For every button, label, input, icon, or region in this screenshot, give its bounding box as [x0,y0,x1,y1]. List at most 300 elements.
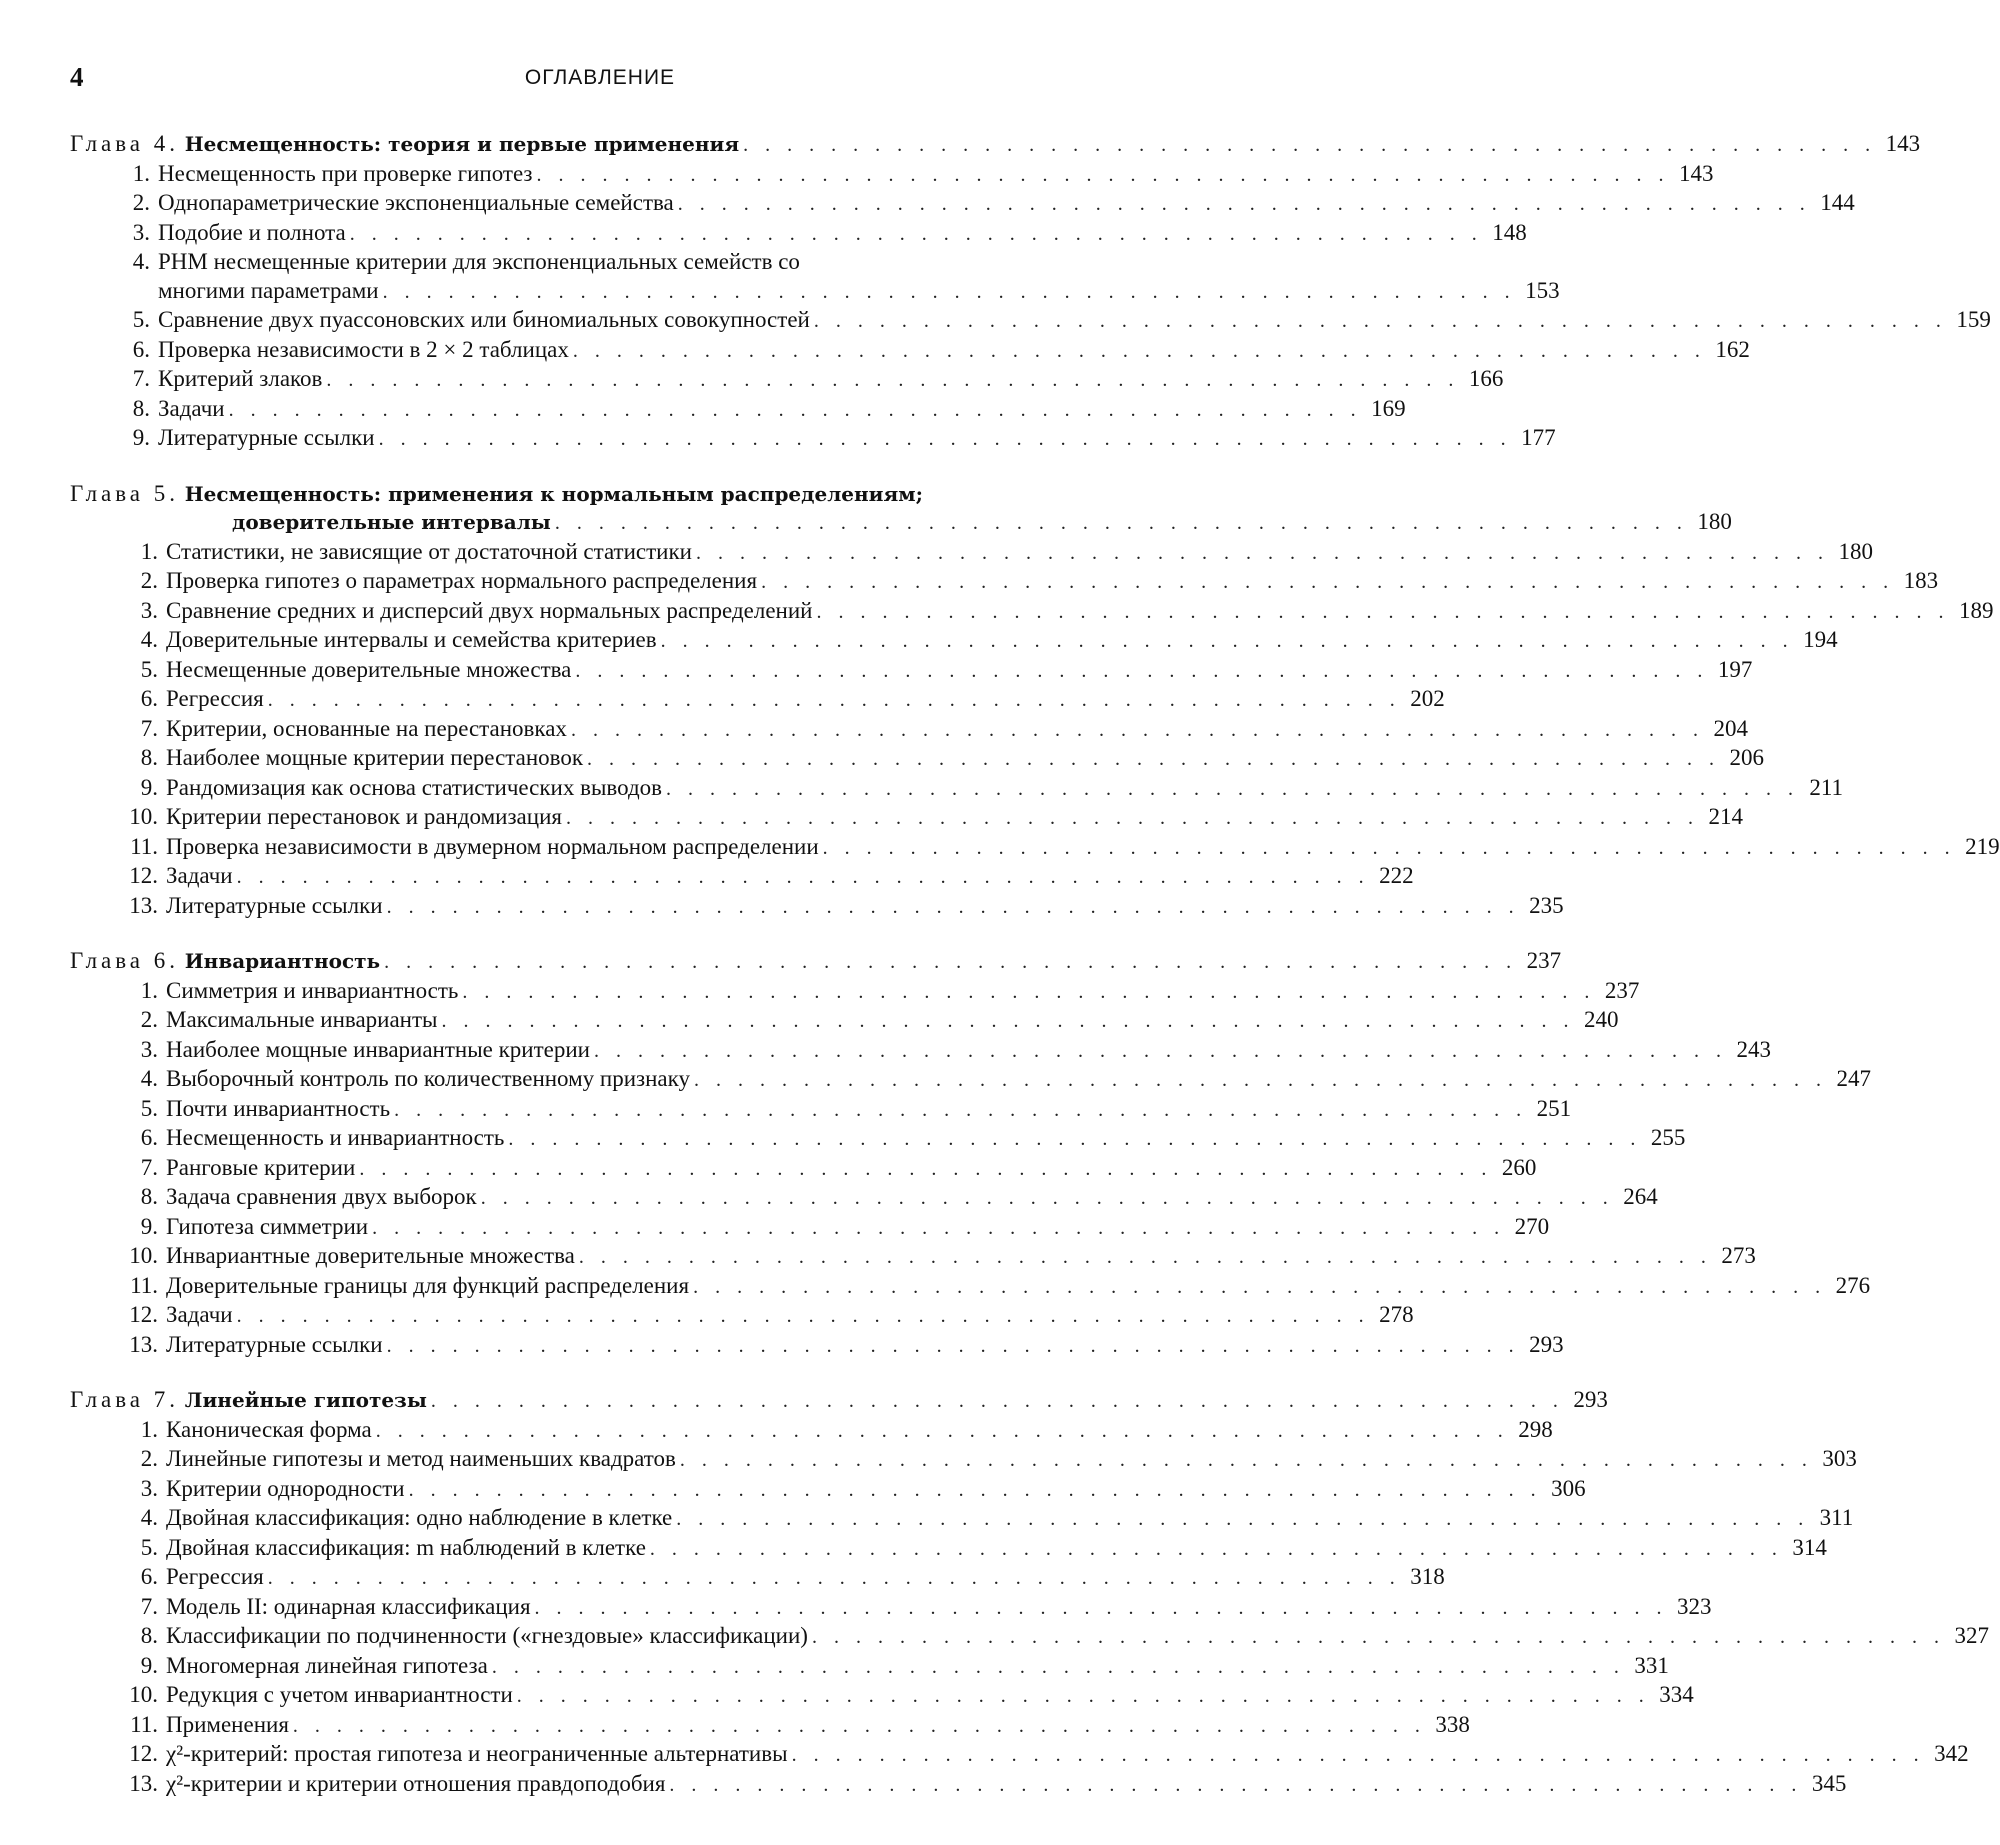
dot-leader: . . . . . . . . . . . . . . . . . . . . . . . . . . . . . . . . . . . . . . . . . . . . . . . . . . . . [441,1010,1575,1032]
chapter-heading-row [70,508,1732,538]
toc-entry-row [124,365,1504,395]
page-number: 4 [70,62,84,92]
section-number: 8. [132,395,150,421]
toc-entry[interactable] [124,1124,1686,1154]
section-title: Несмещенные доверительные множества [166,656,572,682]
section-page-number: 202 [1410,686,1445,711]
toc-entry-row [124,1652,1669,1682]
dot-leader: . . . . . . . . . . . . . . . . . . . . . . . . . . . . . . . . . . . . . . . . . . . . . . . . . . . . [660,630,1794,652]
chapter-heading-row [70,947,1562,977]
toc-entry[interactable] [124,1622,1989,1652]
toc-entry[interactable] [124,219,1527,249]
section-list [70,977,1871,1361]
section-number: 6. [140,686,158,711]
section-number: 1. [140,1416,158,1442]
toc-entry-row [124,862,1414,892]
toc-entry-row [124,1416,1553,1446]
chapter-label: Глава 5. [70,480,180,506]
section-title: Наиболее мощные инвариантные критерии [166,1036,590,1062]
section-page-number: 243 [1736,1036,1771,1062]
dot-leader: . . . . . . . . . . . . . . . . . . . . . . . . . . . . . . . . . . . . . . . . . . . . . . . . . . . . [378,428,1512,450]
section-page-number: 260 [1501,1154,1537,1180]
section-page-number: 314 [1792,1534,1827,1560]
toc-entry-row [124,1740,1969,1770]
toc-entry[interactable] [124,1006,1619,1036]
chapter-title: Инвариантность [184,949,381,973]
section-number: 3. [140,1036,158,1062]
chapter-heading-text [70,130,739,159]
section-page-number: 327 [1954,1623,1989,1648]
section-number: 12. [129,1302,158,1327]
toc-entry[interactable] [124,862,1414,892]
toc-entry-row [124,1301,1414,1331]
dot-leader: . . . . . . . . . . . . . . . . . . . . . . . . . . . . . . . . . . . . . . . . . . . . . . . . . . . . [594,1039,1727,1062]
toc-entry-row [124,1593,1712,1623]
section-title: Однопараметрические экспоненциальные семейства [158,190,674,215]
dot-leader: . . . . . . . . . . . . . . . . . . . . . . . . . . . . . . . . . . . . . . . . . . . . . . . . . . . . [384,951,1518,973]
section-number: 10. [129,804,158,829]
dot-leader: . . . . . . . . . . . . . . . . . . . . . . . . . . . . . . . . . . . . . . . . . . . . . . . . . . . . [386,895,1520,918]
toc-entry-row [124,1711,1470,1741]
section-page-number: 197 [1717,656,1753,682]
section-page-number: 237 [1604,977,1640,1003]
toc-entry-row [124,1622,1989,1652]
chapter-block [70,480,2000,922]
section-title: Литературные ссылки [158,425,375,450]
toc-entry[interactable] [124,567,1939,597]
chapter-title-continuation: доверительные интервалы [232,510,551,534]
chapter-heading[interactable] [70,947,1562,977]
section-page-number: 183 [1903,568,1939,593]
dot-leader: . . . . . . . . . . . . . . . . . . . . . . . . . . . . . . . . . . . . . . . . . . . . . . . . . . . . [408,1478,1542,1501]
chapter-label: Глава 6. [70,948,180,973]
section-title: Несмещенность при проверке гипотез [158,160,533,186]
dot-leader: . . . . . . . . . . . . . . . . . . . . . . . . . . . . . . . . . . . . . . . . . . . . . . . . . . . . [394,1098,1528,1121]
toc-entry[interactable] [124,715,1748,745]
toc-entry-row [124,306,1991,336]
section-number: 11. [130,1272,158,1298]
toc-entry-row [124,892,1564,922]
toc-entry[interactable] [124,1475,1586,1505]
toc-entry-row [124,1036,1771,1066]
section-title: Литературные ссылки [166,892,383,918]
section-number: 1. [140,538,158,564]
toc-entry[interactable] [124,1445,1857,1475]
section-title-continuation: многими параметрами [158,277,379,303]
section-page-number: 177 [1521,425,1556,450]
toc-entry[interactable] [124,1154,1537,1184]
section-title: Рандомизация как основа статистических выводов [166,774,663,800]
section-page-number: 162 [1715,336,1750,362]
section-title: Ранговые критерии [166,1154,356,1180]
table-of-contents-page [70,62,2000,1825]
toc-entry-row [124,277,1560,307]
toc-entry[interactable] [124,892,1564,922]
chapter-heading-row [70,130,1921,160]
toc-entry[interactable] [124,1681,1694,1711]
dot-leader: . . . . . . . . . . . . . . . . . . . . . . . . . . . . . . . . . . . . . . . . . . . . . . . . . . . . [694,1069,1827,1091]
section-title: Регрессия [166,1564,264,1589]
dot-leader: . . . . . . . . . . . . . . . . . . . . . . . . . . . . . . . . . . . . . . . . . . . . . . . . . . . . [236,1305,1370,1327]
section-number: 3. [140,597,158,623]
chapter-title: Несмещенность: теория и первые применения [184,132,740,156]
toc-entry-row [124,1272,1871,1302]
section-page-number: 204 [1713,715,1748,741]
toc-entry[interactable] [124,1301,1414,1331]
section-title: Проверка независимости в 2 × 2 таблицах [158,336,569,362]
chapter-heading-text [70,947,380,976]
dot-leader: . . . . . . . . . . . . . . . . . . . . . . . . . . . . . . . . . . . . . . . . . . . . . . . . . . . . [649,1537,1783,1560]
chapter-block [70,130,1991,454]
dot-leader: . . . . . . . . . . . . . . . . . . . . . . . . . . . . . . . . . . . . . . . . . . . . . . . . . . . . [292,1714,1426,1737]
section-page-number: 222 [1379,863,1414,888]
toc-entry[interactable] [124,1504,1854,1534]
dot-leader: . . . . . . . . . . . . . . . . . . . . . . . . . . . . . . . . . . . . . . . . . . . . . . . . . . . . [349,222,1483,245]
toc-entry-row [124,1183,1658,1213]
dot-leader: . . . . . . . . . . . . . . . . . . . . . . . . . . . . . . . . . . . . . . . . . . . . . . . . . . . . [572,339,1706,362]
section-number: 7. [132,366,150,391]
toc-entry-row [124,1770,1847,1800]
section-title: χ²-критерии и критерии отношения правдоподобия [166,1770,666,1796]
section-page-number: 148 [1492,219,1527,245]
toc-entry[interactable] [124,160,1714,190]
toc-entry-row [124,744,1764,774]
toc-entry[interactable] [124,1740,1969,1770]
toc-entry-row [124,1445,1857,1475]
chapter-block [70,947,1871,1360]
section-page-number: 342 [1934,1741,1969,1766]
toc-entry-row [124,395,1406,425]
dot-leader: . . . . . . . . . . . . . . . . . . . . . . . . . . . . . . . . . . . . . . . . . . . . . . . . . . . . [228,398,1362,421]
section-page-number: 345 [1811,1770,1847,1796]
section-title: Задачи [166,1302,233,1327]
section-title: Доверительные интервалы и семейства критериев [166,627,657,652]
dot-leader: . . . . . . . . . . . . . . . . . . . . . . . . . . . . . . . . . . . . . . . . . . . . . . . . . . . . [359,1157,1493,1180]
toc-entry-row [124,597,1994,627]
section-number: 7. [140,1154,158,1180]
section-number: 10. [129,1682,158,1707]
dot-leader: . . . . . . . . . . . . . . . . . . . . . . . . . . . . . . . . . . . . . . . . . . . . . . . . . . . . [791,1744,1925,1766]
section-title: Линейные гипотезы и метод наименьших квадратов [166,1446,676,1471]
section-number: 5. [140,656,158,682]
toc-entry[interactable] [124,626,1838,656]
section-page-number: 144 [1820,190,1855,215]
section-page-number: 311 [1819,1505,1854,1530]
toc-body [70,130,2000,1799]
toc-entry[interactable] [124,248,1560,306]
section-number: 8. [140,745,158,770]
toc-entry-row [124,685,1445,715]
toc-entry[interactable] [124,1652,1669,1682]
section-title: Критерии, основанные на перестановках [166,715,567,741]
section-title: Проверка гипотез о параметрах нормального распределения [166,568,758,593]
toc-entry-row [124,567,1939,597]
section-page-number: 166 [1468,366,1504,391]
section-page-number: 264 [1623,1184,1658,1209]
toc-entry-row [124,1124,1686,1154]
section-page-number: 211 [1809,774,1844,800]
dot-leader: . . . . . . . . . . . . . . . . . . . . . . . . . . . . . . . . . . . . . . . . . . . . . . . . . . . . [372,1216,1506,1239]
toc-entry[interactable] [124,656,1753,686]
section-number: 6. [140,1564,158,1589]
toc-entry[interactable] [124,1770,1847,1800]
chapter-page-number: 293 [1573,1387,1608,1412]
dot-leader: . . . . . . . . . . . . . . . . . . . . . . . . . . . . . . . . . . . . . . . . . . . . . . . . . . . . [811,1626,1945,1648]
section-number: 5. [140,1534,158,1560]
section-title: Сравнение средних и дисперсий двух нормальных распределений [166,597,813,623]
toc-entry[interactable] [124,774,1844,804]
section-page-number: 306 [1551,1475,1586,1501]
toc-entry-row [124,424,1556,454]
section-title: Двойная классификация: m наблюдений в клетке [166,1534,646,1560]
section-page-number: 180 [1838,538,1873,564]
dot-leader: . . . . . . . . . . . . . . . . . . . . . . . . . . . . . . . . . . . . . . . . . . . . . . . . . . . . [382,280,1516,303]
toc-entry[interactable] [124,597,1994,627]
section-title: Критерии однородности [166,1475,405,1501]
dot-leader: . . . . . . . . . . . . . . . . . . . . . . . . . . . . . . . . . . . . . . . . . . . . . . . . . . . . [587,748,1720,770]
dot-leader: . . . . . . . . . . . . . . . . . . . . . . . . . . . . . . . . . . . . . . . . . . . . . . . . . . . . [491,1655,1625,1678]
section-number: 13. [129,892,158,918]
section-number: 8. [140,1623,158,1648]
toc-entry-row [124,248,1130,277]
section-title: Симметрия и инвариантность [166,977,459,1003]
section-page-number: 251 [1536,1095,1572,1121]
toc-entry[interactable] [124,1183,1658,1213]
section-number: 9. [140,1652,158,1678]
dot-leader: . . . . . . . . . . . . . . . . . . . . . . . . . . . . . . . . . . . . . . . . . . . . . . . . . . . . [813,310,1947,332]
toc-entry[interactable] [124,1563,1445,1593]
section-title: Критерий злаков [158,366,323,391]
dot-leader: . . . . . . . . . . . . . . . . . . . . . . . . . . . . . . . . . . . . . . . . . . . . . . . . . . . . [508,1128,1642,1150]
section-list [70,538,2000,922]
section-title: Максимальные инварианты [166,1007,438,1032]
chapter-page-number: 237 [1526,948,1562,973]
section-page-number: 169 [1371,395,1406,421]
toc-entry-row [124,336,1750,366]
dot-leader: . . . . . . . . . . . . . . . . . . . . . . . . . . . . . . . . . . . . . . . . . . . . . . . . . . . . [565,807,1699,829]
section-page-number: 240 [1584,1007,1619,1032]
dot-leader: . . . . . . . . . . . . . . . . . . . . . . . . . . . . . . . . . . . . . . . . . . . . . . . . . . . . [743,134,1877,156]
section-title: Задача сравнения двух выборок [166,1184,477,1209]
toc-entry[interactable] [124,1213,1550,1243]
section-number: 10. [129,1243,158,1268]
section-title: Литературные ссылки [166,1331,383,1357]
section-title: Проверка независимости в двумерном нормальном распределении [166,833,819,859]
section-page-number: 206 [1729,745,1764,770]
dot-leader: . . . . . . . . . . . . . . . . . . . . . . . . . . . . . . . . . . . . . . . . . . . . . . . . . . . . [375,1419,1509,1442]
section-number: 12. [129,1741,158,1766]
dot-leader: . . . . . . . . . . . . . . . . . . . . . . . . . . . . . . . . . . . . . . . . . . . . . . . . . . . . [575,659,1709,682]
dot-leader: . . . . . . . . . . . . . . . . . . . . . . . . . . . . . . . . . . . . . . . . . . . . . . . . . . . . [516,1685,1650,1707]
toc-entry[interactable] [124,189,1855,219]
toc-entry[interactable] [124,1593,1712,1623]
toc-entry-row [124,1242,1756,1272]
section-number: 4. [132,249,150,274]
dot-leader: . . . . . . . . . . . . . . . . . . . . . . . . . . . . . . . . . . . . . . . . . . . . . . . . . . . . [578,1246,1712,1268]
toc-entry[interactable] [124,1065,1871,1095]
chapter-page-number: 180 [1697,509,1732,534]
toc-entry[interactable] [124,833,2000,863]
dot-leader: . . . . . . . . . . . . . . . . . . . . . . . . . . . . . . . . . . . . . . . . . . . . . . . . . . . . [679,1449,1813,1471]
toc-entry[interactable] [124,1036,1771,1066]
section-page-number: 255 [1650,1125,1686,1150]
toc-entry-row [124,774,1844,804]
section-number: 11. [130,1711,158,1737]
section-title: Выборочный контроль по количественному признаку [166,1066,690,1091]
section-number: 2. [140,1446,158,1471]
toc-entry-row [124,1504,1854,1534]
section-number: 5. [132,307,150,332]
toc-entry[interactable] [124,1416,1553,1446]
section-list [70,1416,1989,1800]
dot-leader: . . . . . . . . . . . . . . . . . . . . . . . . . . . . . . . . . . . . . . . . . . . . . . . . . . . . [554,512,1688,534]
running-title: ОГЛАВЛЕНИЕ [524,66,676,89]
section-number: 6. [132,336,150,362]
toc-entry-row [124,160,1714,190]
dot-leader: . . . . . . . . . . . . . . . . . . . . . . . . . . . . . . . . . . . . . . . . . . . . . . . . . . . . [430,1390,1564,1412]
toc-entry-row [124,715,1748,745]
running-head [70,62,1130,102]
dot-leader: . . . . . . . . . . . . . . . . . . . . . . . . . . . . . . . . . . . . . . . . . . . . . . . . . . . . [536,163,1670,186]
toc-entry-row [124,833,2000,863]
dot-leader: . . . . . . . . . . . . . . . . . . . . . . . . . . . . . . . . . . . . . . . . . . . . . . . . . . . . [693,1275,1827,1298]
toc-entry[interactable] [124,1272,1871,1302]
section-number: 1. [140,977,158,1003]
dot-leader: . . . . . . . . . . . . . . . . . . . . . . . . . . . . . . . . . . . . . . . . . . . . . . . . . . . . [669,1773,1803,1796]
section-page-number: 273 [1721,1243,1756,1268]
section-title: Задачи [158,395,225,421]
dot-leader: . . . . . . . . . . . . . . . . . . . . . . . . . . . . . . . . . . . . . . . . . . . . . . . . . . . . [822,836,1956,859]
section-page-number: 331 [1634,1652,1669,1678]
chapter-heading[interactable] [70,130,1921,160]
dot-leader: . . . . . . . . . . . . . . . . . . . . . . . . . . . . . . . . . . . . . . . . . . . . . . . . . . . . [326,369,1460,391]
chapter-title: Несмещенность: применения к нормальным распределениям; [184,481,924,506]
dot-leader: . . . . . . . . . . . . . . . . . . . . . . . . . . . . . . . . . . . . . . . . . . . . . . . . . . . . [677,193,1811,215]
toc-entry[interactable] [124,424,1556,454]
section-page-number: 334 [1659,1682,1694,1707]
section-page-number: 270 [1514,1213,1550,1239]
dot-leader: . . . . . . . . . . . . . . . . . . . . . . . . . . . . . . . . . . . . . . . . . . . . . . . . . . . . [666,777,1800,800]
chapter-title: Линейные гипотезы [184,1388,427,1412]
toc-entry-row [124,1065,1871,1095]
dot-leader: . . . . . . . . . . . . . . . . . . . . . . . . . . . . . . . . . . . . . . . . . . . . . . . . . . . . [534,1596,1668,1619]
chapter-heading-row [70,480,1130,509]
toc-entry-row [124,803,1743,833]
dot-leader: . . . . . . . . . . . . . . . . . . . . . . . . . . . . . . . . . . . . . . . . . . . . . . . . . . . . [676,1508,1810,1530]
section-number: 11. [130,833,158,859]
section-number: 12. [129,863,158,888]
section-title: РНМ несмещенные критерии для экспоненциальных семейств со [158,249,800,274]
section-number: 5. [140,1095,158,1121]
section-number: 3. [140,1475,158,1501]
toc-entry-row [124,1154,1537,1184]
section-number: 4. [140,627,158,652]
section-page-number: 194 [1803,627,1838,652]
toc-entry-row [124,656,1753,686]
section-page-number: 276 [1835,1272,1871,1298]
section-title: Почти инвариантность [166,1095,391,1121]
toc-entry[interactable] [124,977,1640,1007]
section-page-number: 153 [1525,277,1560,303]
section-number: 9. [140,774,158,800]
toc-entry[interactable] [124,685,1445,715]
section-title: Подобие и полнота [158,219,346,245]
section-title: χ²-критерий: простая гипотеза и неограниченные альтернативы [166,1741,788,1766]
section-page-number: 159 [1956,307,1991,332]
dot-leader: . . . . . . . . . . . . . . . . . . . . . . . . . . . . . . . . . . . . . . . . . . . . . . . . . . . . [236,866,1370,888]
dot-leader: . . . . . . . . . . . . . . . . . . . . . . . . . . . . . . . . . . . . . . . . . . . . . . . . . . . . [816,600,1950,623]
section-number: 7. [140,1593,158,1619]
chapter-heading-row [70,1386,1608,1416]
section-list [70,160,1991,454]
toc-entry-row [124,1681,1694,1711]
section-title: Несмещенность и инвариантность [166,1125,505,1150]
section-title: Редукция с учетом инвариантности [166,1682,513,1707]
toc-entry-row [124,1475,1586,1505]
section-page-number: 293 [1529,1331,1564,1357]
section-number: 2. [140,568,158,593]
section-title: Задачи [166,863,233,888]
toc-entry[interactable] [124,1331,1564,1361]
dot-leader: . . . . . . . . . . . . . . . . . . . . . . . . . . . . . . . . . . . . . . . . . . . . . . . . . . . . [267,1567,1401,1589]
section-number: 8. [140,1184,158,1209]
section-page-number: 247 [1836,1066,1871,1091]
dot-leader: . . . . . . . . . . . . . . . . . . . . . . . . . . . . . . . . . . . . . . . . . . . . . . . . . . . . [462,980,1596,1003]
section-page-number: 214 [1708,804,1743,829]
section-title: Применения [166,1711,289,1737]
section-number: 2. [132,190,150,215]
toc-entry[interactable] [124,336,1750,366]
toc-entry-row [124,1213,1550,1243]
section-number: 4. [140,1505,158,1530]
section-number: 4. [140,1066,158,1091]
toc-entry[interactable] [124,365,1504,395]
toc-entry-row [124,1006,1619,1036]
toc-entry[interactable] [124,803,1743,833]
section-title: Многомерная линейная гипотеза [166,1652,488,1678]
section-title: Модель II: одинарная классификация [166,1593,531,1619]
section-page-number: 219 [1965,833,2000,859]
toc-entry-row [124,219,1527,249]
section-page-number: 298 [1518,1416,1553,1442]
toc-entry[interactable] [124,1711,1470,1741]
section-title: Сравнение двух пуассоновских или биномиальных совокупностей [158,307,810,332]
section-number: 1. [132,160,150,186]
toc-entry[interactable] [124,1095,1572,1125]
toc-entry[interactable] [124,744,1764,774]
toc-entry[interactable] [124,538,1873,568]
section-number: 13. [129,1331,158,1357]
toc-entry[interactable] [124,395,1406,425]
dot-leader: . . . . . . . . . . . . . . . . . . . . . . . . . . . . . . . . . . . . . . . . . . . . . . . . . . . . [480,1187,1614,1209]
toc-entry-row [124,1095,1572,1125]
section-title: Доверительные границы для функций распределения [166,1272,690,1298]
section-title: Регрессия [166,686,264,711]
toc-entry[interactable] [124,1242,1756,1272]
chapter-heading[interactable] [70,480,1732,538]
chapter-page-number: 143 [1885,131,1921,156]
section-page-number: 338 [1435,1711,1470,1737]
section-title: Классификации по подчиненности («гнездовые» классификации) [166,1623,808,1648]
section-number: 9. [140,1213,158,1239]
section-page-number: 278 [1379,1302,1414,1327]
section-page-number: 323 [1677,1593,1712,1619]
section-title: Инвариантные доверительные множества [166,1243,575,1268]
chapter-heading-text [70,480,923,509]
toc-entry[interactable] [124,306,1991,336]
chapter-heading[interactable] [70,1386,1608,1416]
toc-entry[interactable] [124,1534,1827,1564]
